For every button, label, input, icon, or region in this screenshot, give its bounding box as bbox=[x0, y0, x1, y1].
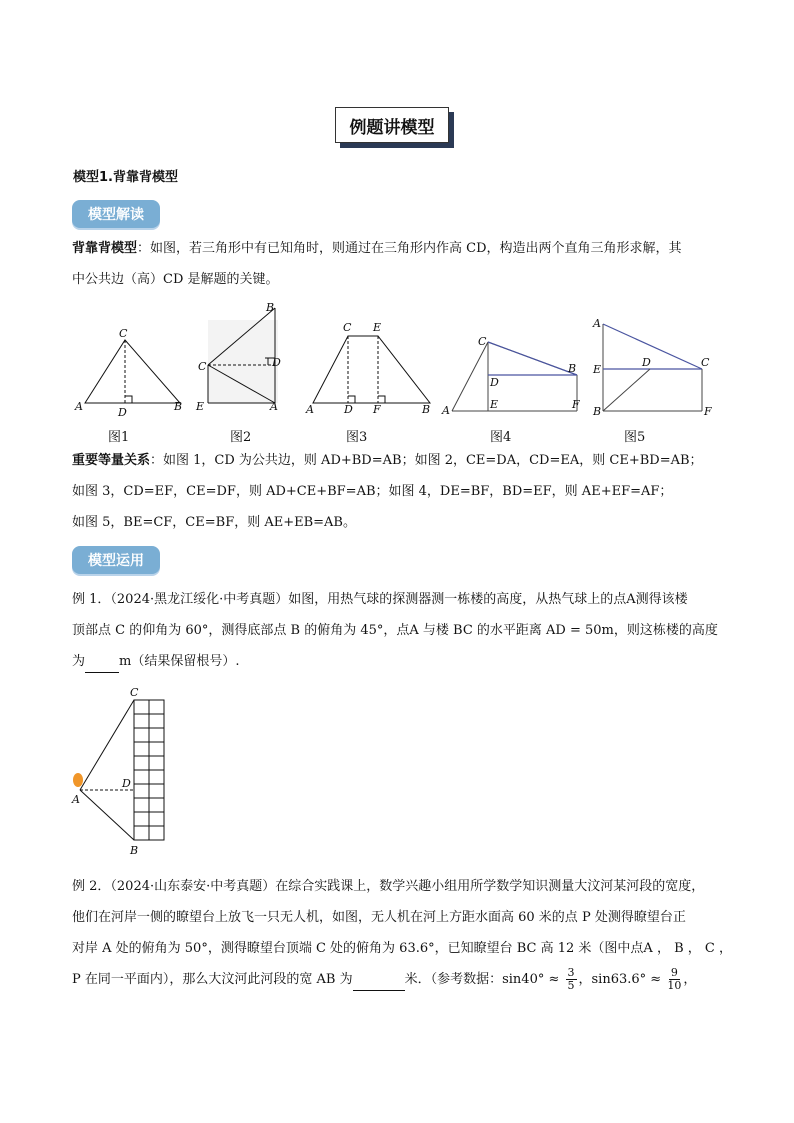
relations-line3: 如图 5，BE=CF，CE=BF，则 AE+EB=AB。 bbox=[72, 515, 356, 530]
example2-text bbox=[72, 877, 752, 992]
section-badge-interpret: 模型解读 bbox=[72, 200, 160, 228]
fig1-label-c: C bbox=[119, 327, 128, 340]
caption-fig1: 图1 bbox=[108, 430, 130, 445]
example2-line4-mid2: ，sin63.6° ≈ bbox=[578, 972, 662, 987]
fig2-label-a: A bbox=[270, 400, 278, 413]
fig4-label-f: F bbox=[572, 398, 580, 411]
page-title: 例题讲模型 bbox=[335, 107, 449, 143]
example1-line3-post: m（结果保留根号）. bbox=[119, 654, 240, 669]
relations-lead: 重要等量关系 bbox=[72, 453, 151, 468]
fig5-label-b: B bbox=[593, 405, 602, 418]
balloon-icon bbox=[73, 773, 83, 787]
example2-line1: 例 2．（2024·山东泰安·中考真题）在综合实践课上，数学兴趣小组用所学数学知识测量大汶河某河段的宽度， bbox=[72, 879, 705, 894]
caption-fig4: 图4 bbox=[490, 430, 512, 445]
fig2-label-b: B bbox=[266, 301, 275, 314]
answer-blank-1[interactable] bbox=[85, 652, 119, 673]
fig5-label-d: D bbox=[642, 356, 651, 369]
fig3-label-a: A bbox=[306, 403, 314, 416]
fig2-label-e: E bbox=[196, 400, 205, 413]
intro-paragraph bbox=[72, 239, 732, 290]
fig3-trapezoid bbox=[313, 336, 430, 403]
example1-text bbox=[72, 590, 752, 673]
example1-line3-pre: 为 bbox=[72, 654, 86, 669]
relations-line1: ：如图 1，CD 为公共边，则 AD+BD=AB；如图 2，CE=DA，CD=EA，则 CE+BD=AB； bbox=[150, 453, 703, 468]
fig4-label-e: E bbox=[490, 398, 499, 411]
intro-line2: 中公共边（高）CD 是解题的关键。 bbox=[72, 272, 279, 287]
relations-paragraph bbox=[72, 451, 742, 533]
caption-fig5: 图5 bbox=[624, 430, 646, 445]
section-badge-apply: 模型运用 bbox=[72, 546, 160, 574]
fig3-label-e: E bbox=[373, 321, 382, 334]
ex1-label-b: B bbox=[130, 844, 139, 857]
fig4-label-b: B bbox=[568, 362, 577, 375]
fig3-label-b: B bbox=[422, 403, 431, 416]
example1-line1: 例 1．（2024·黑龙江绥化·中考真题）如图，用热气球的探测器测一栋楼的高度，从热气球上的点A测得该楼 bbox=[72, 592, 688, 607]
intro-line1: ：如图，若三角形中有已知角时，则通过在三角形内作高 CD，构造出两个直角三角形求解，其 bbox=[137, 241, 682, 256]
fig1-label-d: D bbox=[118, 406, 127, 419]
fig3-label-f: F bbox=[373, 403, 381, 416]
fig4-label-c: C bbox=[478, 335, 487, 348]
fig5-label-c: C bbox=[701, 356, 710, 369]
ex1-label-d: D bbox=[122, 777, 131, 790]
fig2-label-c: C bbox=[198, 360, 207, 373]
fig1-triangle bbox=[85, 340, 180, 403]
example2-line4-pre: P 在同一平面内），那么大汶河此河段的宽 AB 为 bbox=[72, 972, 353, 987]
example2-line3: 对岸 A 处的俯角为 50°，测得瞭望台顶端 C 处的俯角为 63.6°，已知瞭望台 BC 高 12 米（图中点A ， B ， C ， bbox=[72, 941, 732, 956]
fig1-right-angle bbox=[125, 396, 132, 403]
ex1-label-c: C bbox=[130, 686, 139, 699]
fraction-3-5: $\frac{3}{5}$ bbox=[567, 966, 575, 992]
fig2-label-d: D bbox=[272, 356, 281, 369]
example2-line2: 他们在河岸一侧的瞭望台上放飞一只无人机，如图，无人机在河上方距水面高 60 米的点 P 处测得瞭望台正 bbox=[72, 910, 686, 925]
fig3-label-c: C bbox=[343, 321, 352, 334]
fig5-label-f: F bbox=[704, 405, 712, 418]
fig4-label-a: A bbox=[442, 404, 450, 417]
fig4-label-d: D bbox=[490, 376, 499, 389]
example1-line2: 顶部点 C 的仰角为 60°，测得底部点 B 的俯角为 45°，点A 与楼 BC 的水平距离 AD = 50m，则这栋楼的高度 bbox=[72, 623, 718, 638]
fig5-label-e: E bbox=[593, 363, 602, 376]
answer-blank-2[interactable] bbox=[353, 970, 405, 991]
ex1-label-a: A bbox=[72, 793, 80, 806]
fig3-label-d: D bbox=[344, 403, 353, 416]
fig1-label-b: B bbox=[174, 400, 183, 413]
model-heading: 模型1.背靠背模型 bbox=[73, 170, 178, 185]
example2-line4-mid: 米．（参考数据：sin40° ≈ bbox=[404, 972, 560, 987]
fraction-9-10: $\frac{9}{10}$ bbox=[667, 966, 682, 992]
fig5-label-a: A bbox=[593, 317, 601, 330]
caption-fig2: 图2 bbox=[230, 430, 252, 445]
model-figures bbox=[70, 298, 730, 423]
fig1-label-a: A bbox=[75, 400, 83, 413]
caption-fig3: 图3 bbox=[346, 430, 368, 445]
example1-figure bbox=[66, 686, 186, 858]
example2-line4-end: ， bbox=[683, 972, 697, 987]
relations-line2: 如图 3，CD=EF，CE=DF，则 AD+CE+BF=AB；如图 4，DE=BF，BD=EF，则 AE+EF=AF； bbox=[72, 484, 673, 499]
intro-lead: 背靠背模型 bbox=[72, 241, 138, 256]
